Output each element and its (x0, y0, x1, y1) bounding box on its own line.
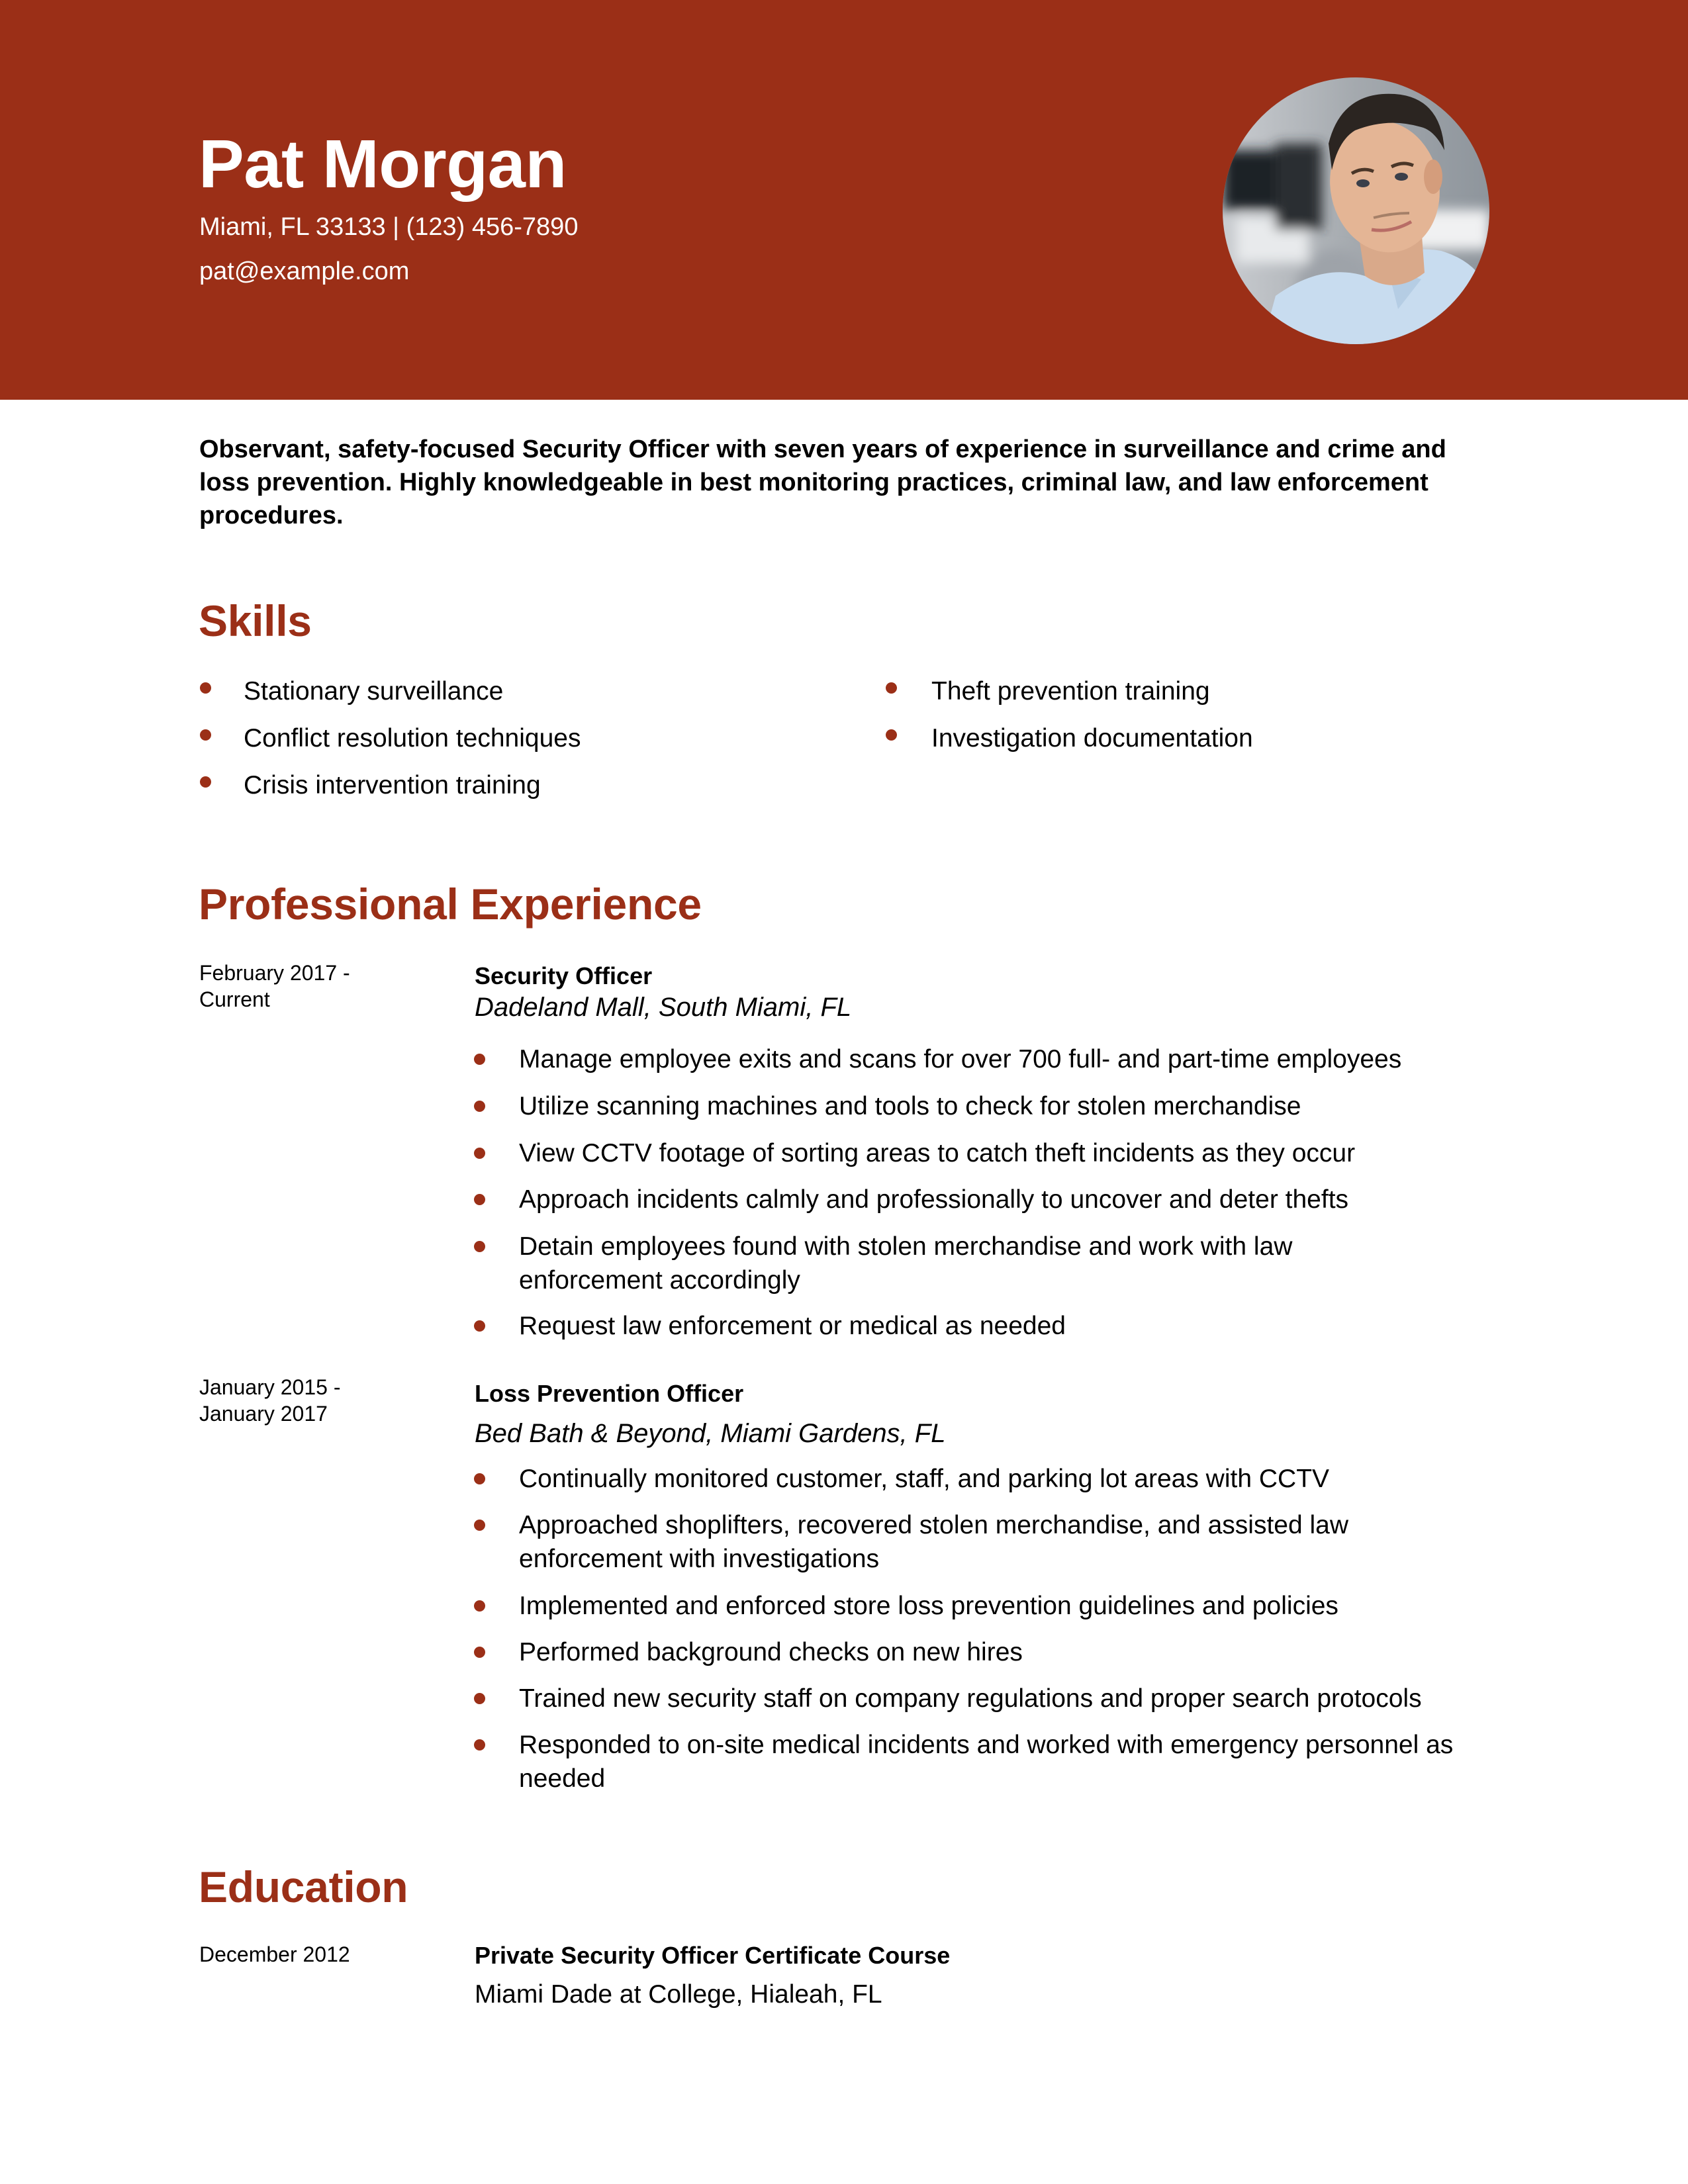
education-date: December 2012 (199, 1942, 350, 1966)
bullet-icon (200, 729, 211, 741)
bullet-icon (474, 1520, 485, 1531)
job-bullet: Implemented and enforced store loss prevention guidelines and policies (519, 1592, 1338, 1620)
bullet-icon (474, 1647, 485, 1658)
candidate-name: Pat Morgan (199, 126, 567, 202)
bullet-icon (474, 1693, 485, 1704)
bullet-icon (474, 1194, 485, 1205)
job-bullet: Performed background checks on new hires (519, 1638, 1023, 1666)
profile-photo-icon (1223, 77, 1489, 344)
job-bullet: Approached shoplifters, recovered stolen merchandise, and assisted law enforcement with investigations (519, 1511, 1349, 1573)
bullet-icon (474, 1600, 485, 1612)
job-bullet: Request law enforcement or medical as needed (519, 1312, 1066, 1340)
job-bullet: Detain employees found with stolen merchandise and work with law enforcement accordingly (519, 1232, 1293, 1295)
experience-heading: Professional Experience (199, 880, 702, 929)
job-bullet: Responded to on-site medical incidents and worked with emergency personnel as needed (519, 1731, 1454, 1793)
job-bullet: View CCTV footage of sorting areas to catch theft incidents as they occur (519, 1139, 1356, 1167)
bullet-icon (886, 682, 897, 694)
bullet-icon (474, 1739, 485, 1751)
avatar (1223, 77, 1489, 344)
bullet-icon (474, 1473, 485, 1484)
job-date-end: Current (199, 987, 270, 1011)
job-date-end: January 2017 (199, 1402, 328, 1426)
education-institution: Miami Dade at College, Hialeah, FL (475, 1980, 882, 2009)
job-date (199, 1374, 398, 1427)
job-bullet: Manage employee exits and scans for over 700 full- and part-time employees (519, 1045, 1402, 1073)
skill-text: Stationary surveillance (244, 677, 504, 705)
bullet-icon (474, 1054, 485, 1065)
skill-text: Conflict resolution techniques (244, 724, 581, 752)
skills-heading: Skills (199, 596, 312, 645)
job-company: Bed Bath & Beyond, Miami Gardens, FL (475, 1419, 946, 1448)
bullet-icon (474, 1241, 485, 1252)
bullet-icon (886, 729, 897, 741)
job-date-start: January 2015 - (199, 1375, 341, 1399)
bullet-icon (474, 1148, 485, 1159)
job-bullet: Continually monitored customer, staff, and parking lot areas with CCTV (519, 1465, 1330, 1493)
bullet-icon (474, 1320, 485, 1332)
job-bullet: Utilize scanning machines and tools to check for stolen merchandise (519, 1092, 1301, 1120)
education-heading: Education (199, 1862, 408, 1911)
skill-text: Investigation documentation (931, 724, 1253, 752)
contact-line: Miami, FL 33133 | (123) 456-7890 (199, 213, 579, 241)
job-date-start: February 2017 - (199, 961, 350, 985)
job-bullet: Trained new security staff on company regulations and proper search protocols (519, 1684, 1422, 1713)
email: pat@example.com (199, 257, 410, 285)
skill-text: Crisis intervention training (244, 771, 541, 799)
summary: Observant, safety-focused Security Officer with seven years of experience in surveillance and crime and loss prevention. Highly knowledgeable in best monitoring practices, criminal law, and law enforcement procedures. (199, 435, 1446, 529)
bullet-icon (474, 1101, 485, 1112)
job-title: Loss Prevention Officer (475, 1380, 744, 1407)
education-title: Private Security Officer Certificate Course (475, 1942, 951, 1969)
bullet-icon (200, 776, 211, 788)
skill-text: Theft prevention training (931, 677, 1210, 705)
job-date (199, 960, 398, 1013)
job-title: Security Officer (475, 962, 653, 989)
job-bullet: Approach incidents calmly and professionally to uncover and deter thefts (519, 1185, 1349, 1214)
bullet-icon (200, 682, 211, 694)
job-company: Dadeland Mall, South Miami, FL (475, 993, 852, 1022)
